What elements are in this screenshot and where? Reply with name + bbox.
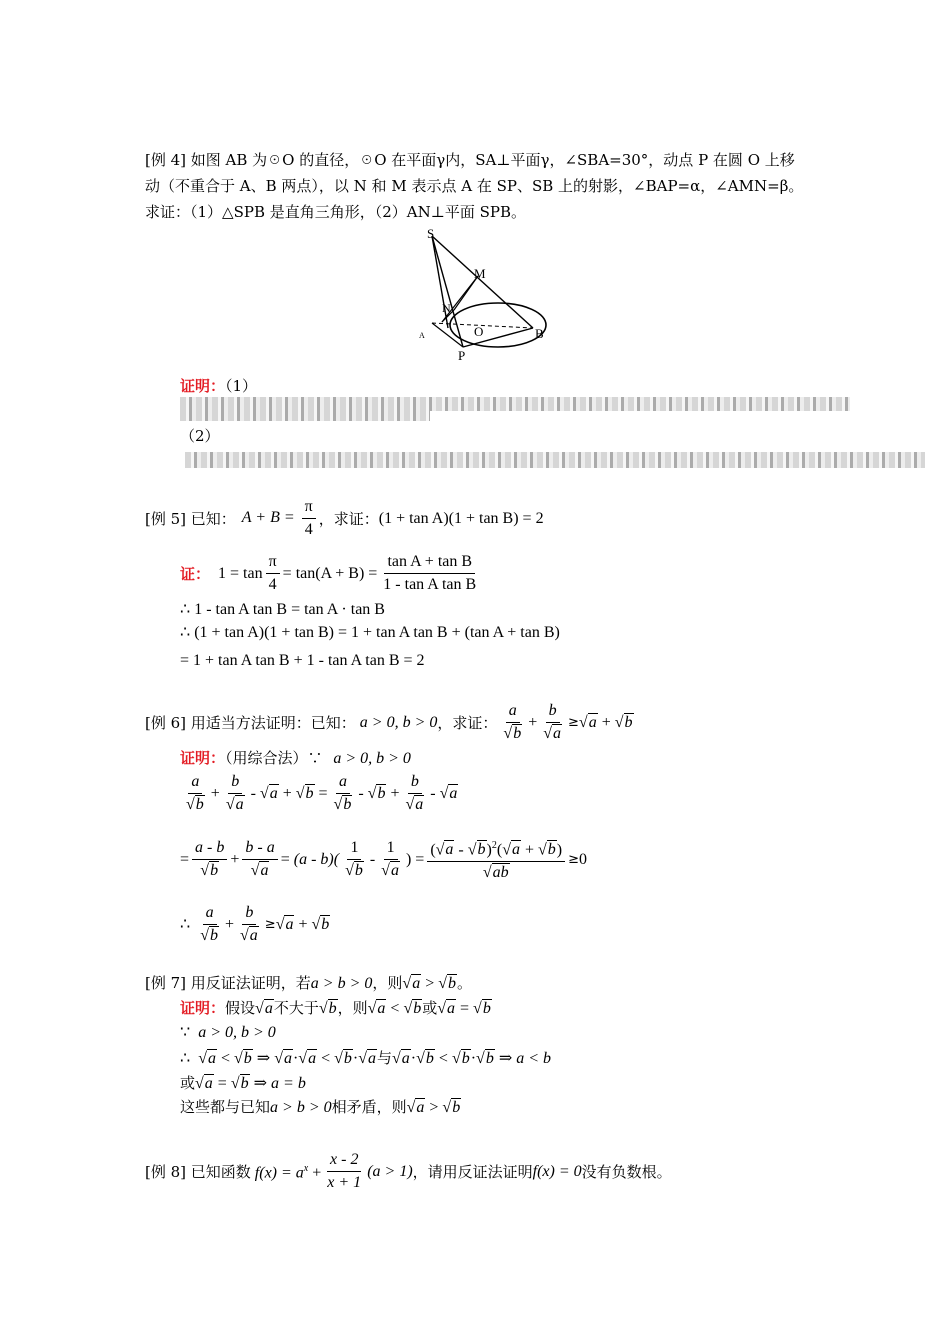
therefore-symbol: ∴ — [180, 601, 191, 618]
var-b: b — [482, 1000, 491, 1017]
var-ab: ab — [492, 864, 509, 882]
var-a: a — [447, 1000, 456, 1017]
var-b: b — [305, 784, 314, 802]
ex8-cond: (a > 1) — [367, 1162, 413, 1180]
ex5-given-lhs: A + B = — [241, 509, 295, 527]
geometry-figure — [418, 226, 568, 366]
frac-den: 4 — [268, 576, 277, 593]
implies-sign: ⇒ — [256, 1050, 271, 1067]
ex5-prove-label: ，求证： — [318, 509, 379, 528]
b-over-sqrt-a: $\frac{b}{√a}$ — [543, 702, 561, 742]
var-b: b — [343, 1050, 352, 1067]
frac-num: tan A + tan B — [384, 552, 475, 574]
ex5-claim: (1 + tan A)(1 + tan B) = 2 — [378, 509, 544, 527]
dot: · — [352, 1050, 359, 1067]
ge-sign: ≥ — [568, 714, 579, 730]
dot: · — [292, 1050, 299, 1067]
final-mid: 相矛盾，则 — [331, 1098, 407, 1116]
ex8-statement: [例 8] 已知函数 $f(x) = a^x$ + $\frac{x - 2}{x + 1}$ (a > 1) ，请用反证法证明 f(x) = 0 没有负数根。 — [145, 1151, 672, 1191]
ex7-therefore: ∴ √a < √b ⇒ √a·√a < √b·√a与√a·√b < √b·√b ⇒ a < b — [180, 1049, 552, 1067]
comma-then: ，则 — [337, 999, 368, 1017]
minus-sign: - — [430, 784, 436, 802]
therefore-symbol: ∴ — [180, 915, 191, 933]
var-b: b — [195, 796, 204, 813]
ex6-method: （用综合法） — [225, 749, 308, 767]
ex8-header: [例 8] 已知函数 — [145, 1162, 251, 1181]
var-a: a — [553, 725, 561, 742]
var-a: a — [283, 1050, 292, 1067]
ex7-because — [180, 1023, 276, 1043]
plus-sign: + — [601, 713, 611, 731]
b-minus-a: b - a — [245, 839, 275, 857]
part1-label: （1） — [225, 377, 258, 395]
var-b: b — [243, 1050, 252, 1067]
or-word: 或 — [422, 999, 438, 1017]
eq-sign: = — [180, 850, 190, 868]
var-b: b — [448, 975, 456, 992]
ex7-then: ，则 — [372, 974, 403, 992]
var-a: a — [416, 1099, 425, 1116]
because-symbol: ∵ — [307, 749, 323, 767]
var-a: a — [511, 841, 520, 859]
zero: 0 — [579, 850, 588, 868]
ex5-header: [例 5] 已知： — [145, 509, 236, 528]
ex4-line1: [例 4] 如图 AB 为☉O 的直径，☉O 在平面γ内，SA⊥平面γ，∠SBA=30°，动点 P 在圆 O 上移 — [145, 151, 795, 169]
ex6-line2: $\frac{a}{√b}$ + $\frac{b}{√a}$ - √ a + √ b = $\frac{a}{√b}$ - √ b + $\frac{b}{√a}$ - √ a — [186, 773, 458, 813]
because-symbol: ∵ — [180, 1024, 191, 1041]
step3-text: (1 + tan A)(1 + tan B) = 1 + tan A tan B + (tan A + tan B) — [194, 624, 560, 641]
label-p: P — [458, 348, 466, 363]
blurred-text-2 — [180, 411, 430, 421]
ex8-mid: ，请用反证法证明 — [412, 1162, 533, 1181]
plus-sign: + — [298, 915, 308, 933]
step1-lhs: 1 = tan — [218, 564, 263, 582]
ex7-statement: [例 7] 用反证法证明，若a > b > 0，则√a > √b。 — [145, 974, 473, 992]
frac-num: x - 2 — [330, 1151, 359, 1168]
a-over-sqrt-b: $\frac{a}{√b}$ — [503, 702, 522, 742]
ex6-statement: [例 6] 用适当方法证明：已知： a > 0, b > 0 ，求证： $\frac{a}{√b}$ + $\frac{b}{√a}$ ≥ √a + √b — [145, 702, 633, 742]
dot: · — [410, 1050, 417, 1067]
var-a: a — [338, 773, 347, 790]
var-a: a — [390, 862, 399, 880]
var-b: b — [343, 796, 352, 813]
ex6-conclusion: ∴ $\frac{a}{√b}$ + $\frac{b}{√a}$ ≥ √ a + √ b — [180, 904, 330, 944]
minus-sign: - — [369, 850, 376, 868]
label-m: M — [474, 266, 486, 281]
plus-sign: + — [282, 784, 292, 802]
line-mn — [454, 276, 478, 310]
ex6-prove-label: ，求证： — [437, 713, 498, 732]
one: 1 — [347, 838, 361, 860]
ex4-line2: 动（不重合于 A、B 两点），以 N 和 M 表示点 A 在 SP、SB 上的射影，∠BAP=α，∠AMN=β。 — [145, 177, 804, 195]
label-o: O — [474, 324, 484, 339]
ex8-eq0: f(x) = 0 — [532, 1162, 582, 1180]
ex7-or-line: 或√a = √b ⇒ a = b — [180, 1074, 306, 1092]
lt-sign: < — [321, 1050, 331, 1067]
ex7-assume: 证明：假设√a不大于√b，则√a < √b或√a = √b — [180, 999, 491, 1017]
concl-eq: a = b — [271, 1075, 306, 1092]
ex7-given: a > b > 0 — [310, 975, 373, 992]
proof-label: 证明： — [180, 377, 226, 395]
ex5-proof-label: 证： — [180, 564, 211, 583]
ex8-sup-x: x — [303, 1163, 309, 1175]
implies-sign: ⇒ — [253, 1075, 268, 1092]
frac-num: π — [266, 552, 280, 574]
var-b: b — [548, 702, 557, 719]
ex7-proof-label: 证明： — [180, 999, 226, 1017]
var-b: b — [328, 1000, 337, 1017]
ex4-proof-line1 — [180, 376, 257, 396]
blurred-text-1 — [180, 397, 850, 411]
var-b: b — [513, 725, 522, 742]
ex5-step1 — [180, 552, 482, 595]
eq-sign: = — [280, 850, 290, 868]
var-a: a — [445, 841, 454, 859]
var-b: b — [624, 713, 633, 731]
var-b: b — [461, 1050, 470, 1067]
final-pre: 这些都与已知 — [180, 1098, 271, 1116]
ex4-part2: （2） — [180, 427, 220, 445]
eq-sign: = — [415, 850, 425, 868]
and-word: 与 — [377, 1049, 393, 1067]
var-b: b — [240, 1075, 249, 1092]
label-a: A — [419, 331, 425, 340]
plus-sign: + — [528, 713, 538, 731]
var-a: a — [235, 796, 244, 813]
ex8-fraction — [324, 1150, 364, 1193]
ex7-because-text: a > 0, b > 0 — [198, 1024, 276, 1041]
therefore-symbol: ∴ — [180, 624, 191, 641]
frac-num: π — [302, 497, 316, 519]
var-b: b — [425, 1050, 434, 1067]
var-b: b — [321, 915, 330, 933]
var-a: a — [249, 927, 258, 944]
ex8-tail: 没有负数根。 — [581, 1162, 672, 1181]
label-b: B — [535, 326, 544, 341]
var-a: a — [285, 915, 294, 933]
minus-sign: - — [250, 784, 256, 802]
var-a: a — [308, 1050, 317, 1067]
var-a: a — [508, 702, 517, 719]
var-b: b — [413, 1000, 422, 1017]
ge-sign: ≥ — [568, 851, 580, 867]
ex6-given-b: a > 0, b > 0 — [333, 750, 411, 767]
var-b: b — [477, 841, 486, 859]
period: 。 — [457, 974, 473, 992]
a-minus-b: a - b — [195, 839, 225, 857]
var-a: a — [588, 713, 597, 731]
square-exp: 2 — [491, 840, 497, 851]
ex6-proof-header — [180, 748, 411, 769]
label-n: N — [442, 301, 451, 315]
step2-text: 1 - tan A tan B = tan A · tan B — [194, 601, 385, 618]
label-s: S — [427, 226, 435, 241]
var-a: a — [269, 784, 278, 802]
var-b: b — [354, 862, 363, 880]
var-b: b — [209, 927, 218, 944]
factor-text: (a - b)( — [293, 850, 340, 868]
ex5-step4: = 1 + tan A tan B + 1 - tan A tan B = 2 — [180, 652, 425, 669]
ex6-header: [例 6] 用适当方法证明：已知： — [145, 713, 356, 732]
ex5-given — [242, 497, 319, 540]
blurred-text-3 — [185, 452, 925, 468]
var-b: b — [245, 904, 254, 921]
therefore-symbol: ∴ — [180, 1050, 191, 1067]
minus-sign: - — [458, 841, 464, 859]
ex6-given: a > 0, b > 0 — [359, 713, 438, 731]
var-a: a — [207, 1050, 216, 1067]
tan-sum-fraction — [380, 552, 479, 595]
ex8-fx: f(x) = a — [254, 1164, 304, 1182]
lt-sign: < — [438, 1050, 448, 1067]
ex6-proof-label: 证明： — [180, 749, 226, 767]
var-b: b — [485, 1050, 494, 1067]
var-a: a — [205, 904, 214, 921]
plus-sign: + — [524, 841, 534, 859]
var-a: a — [368, 1050, 376, 1067]
step1-mid: = tan(A + B) = — [282, 564, 378, 582]
frac-den: x + 1 — [327, 1174, 362, 1191]
var-a: a — [264, 1000, 273, 1017]
pi-over-4-b — [266, 552, 280, 595]
line-sp — [432, 236, 463, 347]
frac-den: 1 - tan A tan B — [383, 576, 477, 593]
plus-sign: + — [210, 784, 220, 802]
var-a: a — [377, 1000, 386, 1017]
plus-sign: + — [224, 915, 234, 933]
concl-lt: a < b — [516, 1050, 552, 1067]
lt-sign: < — [220, 1050, 230, 1067]
var-a: a — [412, 975, 421, 992]
dot: · — [470, 1050, 477, 1067]
frac-den: 4 — [304, 521, 313, 538]
var-a: a — [191, 773, 200, 790]
var-a: a — [449, 784, 458, 802]
minus-sign: - — [358, 784, 364, 802]
var-b: b — [377, 784, 386, 802]
plus-sign: + — [390, 784, 400, 802]
lt-sign: < — [390, 1000, 400, 1017]
var-b: b — [410, 773, 419, 790]
var-a: a — [401, 1050, 410, 1067]
ex7-header: [例 7] 用反证法证明，若 — [145, 974, 311, 992]
var-a: a — [204, 1075, 213, 1092]
var-b: b — [452, 1099, 461, 1116]
ex7-final: 这些都与已知a > b > 0相矛盾，则√a > √b — [180, 1098, 461, 1116]
ge-sign: ≥ — [264, 916, 276, 932]
ex5-step2 — [180, 600, 385, 620]
implies-sign: ⇒ — [498, 1050, 513, 1067]
close-paren: ) — [405, 850, 412, 868]
ex4-line3: 求证：（1）△SPB 是直角三角形，（2）AN⊥平面 SPB。 — [145, 203, 527, 221]
one: 1 — [384, 838, 398, 860]
or-word: 或 — [180, 1074, 196, 1092]
not-greater: 不大于 — [273, 999, 319, 1017]
var-b: b — [210, 862, 219, 880]
var-a: a — [415, 796, 424, 813]
ex5-step3 — [180, 623, 560, 643]
var-b: b — [547, 841, 556, 859]
plus-sign: + — [230, 850, 240, 868]
assume-word: 假设 — [225, 999, 256, 1017]
pi-over-4 — [302, 497, 316, 540]
var-a: a — [260, 862, 269, 880]
ex6-line3: = $\frac{a - b}{√b}$ + $\frac{b - a}{√a}$ = (a - b)( $\frac{1}{√b}$ - $\frac{1}{√a}$ ) = $\frac{(√a - √b)^2(√a + √b)}{√ab}$ ≥ 0 — [180, 836, 587, 883]
circle-o — [450, 303, 546, 347]
ex5-statement — [145, 497, 544, 540]
ex7-given-b: a > b > 0 — [270, 1099, 332, 1116]
var-b: b — [231, 773, 240, 790]
eq-sign: = — [318, 784, 328, 802]
